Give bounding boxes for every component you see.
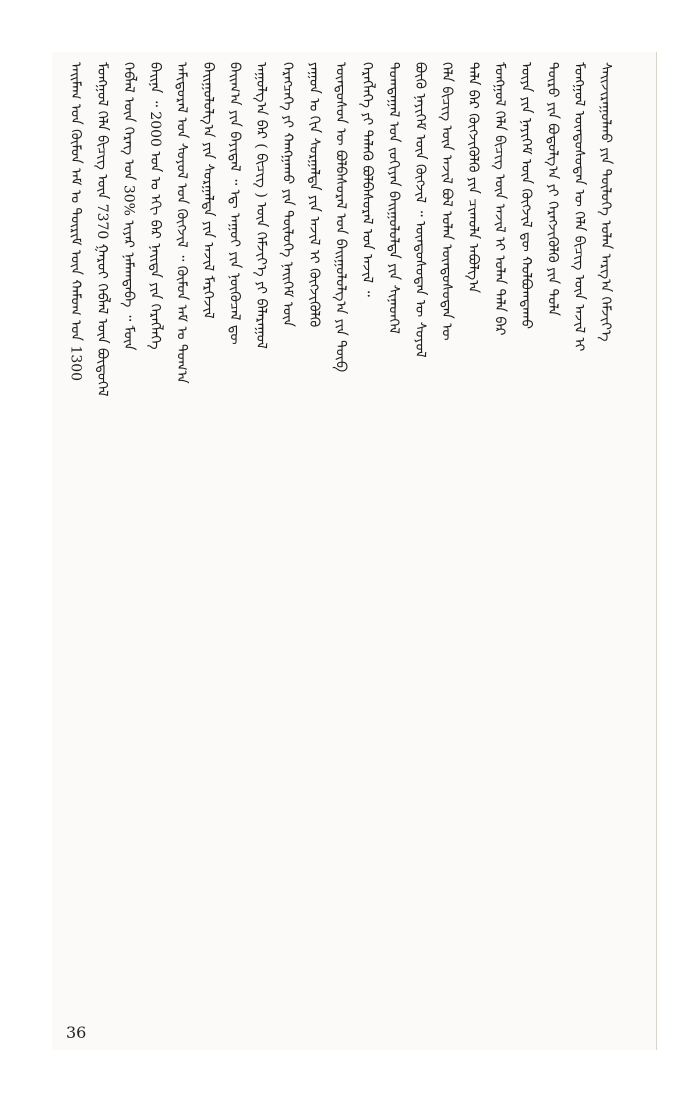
text-column bbox=[168, 62, 195, 1002]
column-text: ᠠᠢᠮᠠᠭ ᠤᠨ ᠬᠦᠮᠦᠨ ᠠᠮ ᠤ ᠳᠦᠷᠢᠮ ᠦᠨ ᠬᠠᠮᠤᠭ ᠤᠨ 1300 bbox=[67, 62, 84, 382]
text-column bbox=[195, 62, 222, 1002]
column-text: ᠮᠣᠩᠭᠣᠯ ᠬᠡᠯᠡ ᠪᠢᠴᠢᠭ ᠦᠨ ᠠᠵᠢᠯ ᠢ ᠣᠯᠠᠨ ᠲᠠᠯᠠ ᠪᠠᠷ bbox=[491, 62, 508, 336]
column-text: ᠠᠮᠢᠳᠤᠷᠠᠯ ᠤᠨ ᠰᠣᠶᠣᠯ ᠤᠨ ᠬᠥᠭᠵᠢᠯ ᠃ ᠬᠦᠮᠦᠨ ᠠᠮ ᠤ ᠲᠣᠭ᠎ᠠ bbox=[173, 62, 190, 384]
text-column bbox=[566, 62, 593, 1002]
text-column bbox=[221, 62, 248, 1002]
column-text: ᠶᠠᠭᠤᠨ ᠤ ᠬᠢᠨ ᠰᠤᠷᠭᠠᠯᠲᠠ ᠶᠢᠨ ᠠᠵᠢᠯ ᠢ ᠬᠥᠭᠵᠢᠭᠦᠯᠬᠦ bbox=[305, 62, 322, 328]
column-text: ᠪᠠᠢᠨᠠ ᠃ 2000 ᠣᠨ ᠤ ᠡᠬᠢ ᠪᠡᠷ ᠨᠡᠢᠲᠡ ᠶᠢᠨ ᠬᠡᠷᠡᠭᠯᠡᠭᠡ bbox=[146, 62, 163, 350]
text-columns bbox=[62, 62, 646, 1002]
text-column bbox=[460, 62, 487, 1002]
text-column bbox=[248, 62, 275, 1002]
text-column bbox=[486, 62, 513, 1002]
column-text: ᠦᠨᠳᠦᠰᠦᠨ ᠦ ᠪᠣᠯᠪᠠᠰᠤᠷᠠᠯ ᠤᠨ ᠪᠠᠢᠭᠤᠯᠤᠯᠭ᠎ᠠ ᠶᠢᠨ ᠲᠥᠪ bbox=[332, 62, 349, 373]
column-text: ᠬᠡᠪᠯᠡᠯ ᠦᠨ ᠬᠡᠷᠡᠭ ᠤᠨ 30% ᠢᠶᠠᠷ ᠨᠡᠮᠡᠭ᠍ᠳᠡᠪᠡ ᠃ ᠮᠥᠨ bbox=[120, 62, 137, 351]
column-text: ᠦᠶᠡ ᠶᠢᠨ ᠨᠡᠶᠢᠭᠡᠮ ᠦᠨ ᠬᠥᠭᠵᠢᠯ ᠳᠦ ᠬᠣᠯᠪᠣᠭᠳᠠᠬᠤ bbox=[517, 62, 534, 329]
text-column bbox=[89, 62, 116, 1002]
text-column bbox=[380, 62, 407, 1002]
text-column bbox=[354, 62, 381, 1002]
column-text: ᠪᠠᠢᠭ᠎ᠠ ᠶᠢᠨ ᠪᠠᠶᠢᠳᠠᠯ ᠃ ᠡᠳ᠋ ᠠᠭᠤᠢ ᠶᠢᠨ ᠨᠥᠬᠦᠴᠡᠯ ᠳᠦ bbox=[226, 62, 243, 345]
text-column bbox=[327, 62, 354, 1002]
column-text: ᠠᠭᠤᠯᠭ᠎ᠠ ᠪᠠᠷ ( ᠪᠢᠴᠢᠭ ) ᠦᠨ ᠬᠡᠮᠵᠢᠶ᠎ᠡ ᠶᠢ ᠪᠠᠯᠠᠷᠠᠭᠤᠯ bbox=[252, 62, 269, 349]
column-text: ᠰᠠᠢᠵᠢᠷᠠᠭᠤᠯᠬᠤ ᠶᠢᠨ ᠲᠥᠯᠥᠭᠡ ᠣᠯᠠᠨ ᠠᠷᠭ᠎ᠠ ᠬᠡᠮᠵᠢᠶ᠎ᠡ bbox=[597, 62, 614, 342]
column-text: ᠬᠡᠯᠡ ᠪᠢᠴᠢᠭ ᠦᠨ ᠠᠵᠢᠯ ᠪᠣᠯ ᠣᠯᠠᠨ ᠦᠨᠳᠦᠰᠦᠲᠡᠨ ᠦ bbox=[438, 62, 455, 341]
column-text: ᠪᠦᠬᠦ ᠨᠡᠶᠢᠭᠡᠮ ᠦᠨ ᠬᠥᠭᠵᠢᠯ ᠃ ᠦᠨᠳᠦᠰᠦᠲᠡᠨ ᠦ ᠰᠣᠶᠣᠯ bbox=[411, 62, 428, 358]
page-number: 36 bbox=[66, 1023, 87, 1042]
text-column bbox=[513, 62, 540, 1002]
text-column bbox=[592, 62, 619, 1002]
document-page bbox=[52, 52, 657, 1050]
column-text: ᠲᠦᠷᠦ ᠶᠢᠨ ᠪᠣᠳᠣᠯᠭ᠎ᠠ ᠶᠢ ᠬᠡᠷᠡᠭᠵᠢᠭᠦᠯᠬᠦ ᠶᠢᠨ ᠳᠤᠯᠠ bbox=[544, 62, 561, 316]
column-text: ᠲᠠᠯᠠ ᠪᠠᠷ ᠬᠥᠭᠵᠢᠭᠦᠯᠬᠦ ᠶᠢᠨ ᠴᠢᠬᠤᠯᠠ ᠠᠪᠤᠯᠭ᠎ᠠ bbox=[464, 62, 481, 294]
column-text: ᠬᠡᠷᠡᠭᠴᠡᠭᠡ ᠶᠢ ᠬᠠᠩᠭᠠᠬᠤ ᠶᠢᠨ ᠲᠥᠯᠥᠭᠡ ᠨᠡᠢᠭᠡᠮ ᠦᠨ bbox=[279, 62, 296, 327]
column-text: ᠮᠣᠩᠭᠣᠯ ᠬᠡᠯᠡ ᠪᠢᠴᠢᠭ ᠦᠨ 7370 ᠭᠠᠷᠤᠢ ᠬᠡᠪᠯᠡᠯ ᠦᠨ ᠪᠦᠲᠦᠭᠡᠯ bbox=[93, 62, 110, 397]
text-column bbox=[301, 62, 328, 1002]
text-column bbox=[274, 62, 301, 1002]
text-column bbox=[142, 62, 169, 1002]
text-column bbox=[433, 62, 460, 1002]
text-column bbox=[539, 62, 566, 1002]
column-text: ᠪᠠᠢᠭᠤᠯᠤᠯᠭ᠎ᠠ ᠶᠢᠨ ᠰᠤᠷᠭᠠᠯᠲᠠ ᠶᠢᠨ ᠠᠵᠢᠯ ᠮᠡᠷᠭᠡᠵᠢᠯ bbox=[199, 62, 216, 319]
column-text: ᠲᠣᠭᠲᠠᠭᠠᠯ ᠤᠨ ᠵᠣᠬᠢᠶᠠᠨ ᠪᠠᠢᠭᠤᠯᠤᠯᠲᠠ ᠶᠢᠨ ᠰᠢᠨᠡᠳᠬᠡᠯ bbox=[385, 62, 402, 334]
text-column bbox=[407, 62, 434, 1002]
text-column bbox=[62, 62, 89, 1002]
column-text: ᠬᠡᠷᠡᠭᠯᠡᠭᠡ ᠶᠢ ᠲᠡᠯᠡᠬᠦ ᠪᠣᠯᠪᠠᠰᠤᠷᠠᠯ ᠤᠨ ᠠᠵᠢᠯ ᠃ bbox=[358, 62, 375, 297]
column-text: ᠮᠣᠩᠭᠣᠯ ᠦᠨᠳᠦᠰᠦᠲᠡᠨ ᠦ ᠬᠡᠯᠡ ᠪᠢᠴᠢᠭ ᠦᠨ ᠠᠵᠢᠯ ᠢ bbox=[570, 62, 587, 352]
text-column bbox=[115, 62, 142, 1002]
